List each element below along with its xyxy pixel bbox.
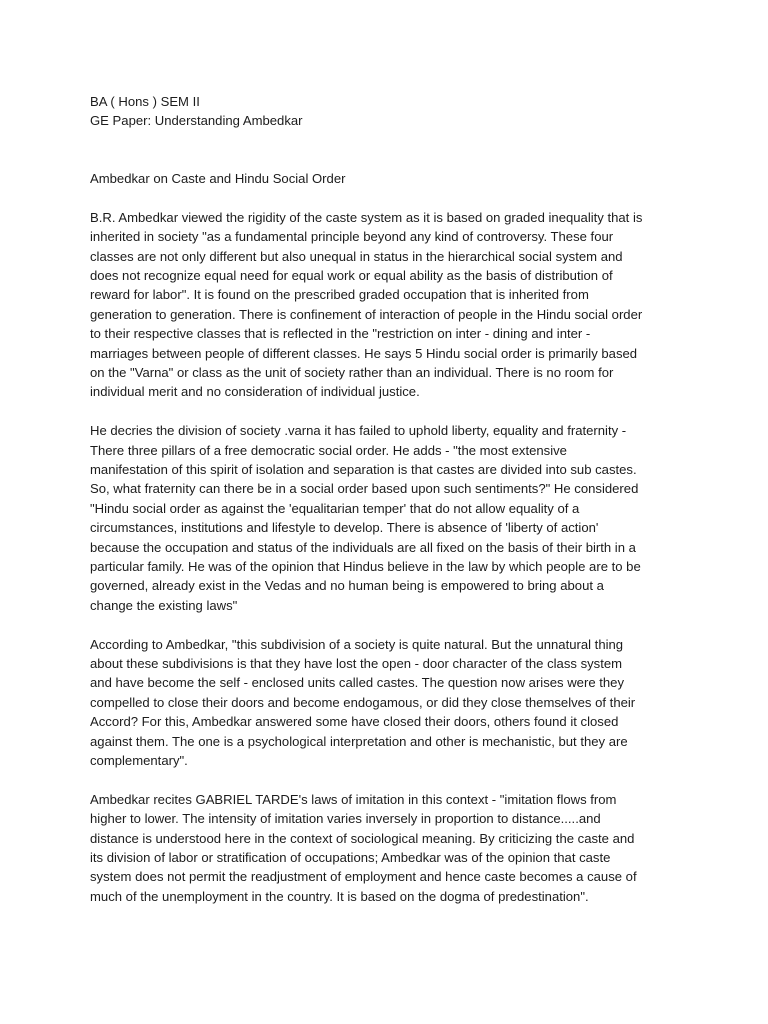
paragraph xyxy=(90,635,720,771)
document-page xyxy=(90,92,720,926)
paragraph-line: manifestation of this spirit of isolation and separation is that castes are divided into sub castes. xyxy=(90,461,637,477)
paragraph-line: B.R. Ambedkar viewed the rigidity of the caste system as it is based on graded inequality that is xyxy=(90,209,643,225)
paragraph-line: about these subdivisions is that they have lost the open - door character of the class system xyxy=(90,656,623,672)
paragraph-line: does not recognize equal need for equal work or equal ability as the basis of distribution of xyxy=(90,267,613,283)
paragraph-line: to their respective classes that is reflected in the "restriction on inter - dining and inter - xyxy=(90,326,591,342)
paragraph-line: distance is understood here in the context of sociological meaning. By criticizing the caste and xyxy=(90,830,635,846)
paragraph-line: According to Ambedkar, "this subdivision of a society is quite natural. But the unnatural thing xyxy=(90,636,624,652)
paragraph-line: "Hindu social order as against the 'equalitarian temper' that do not allow equality of a xyxy=(90,500,580,516)
paragraph-line: change the existing laws" xyxy=(90,597,238,613)
paragraph-line: Ambedkar recites GABRIEL TARDE's laws of imitation in this context - "imitation flows from xyxy=(90,791,617,807)
paragraph-line: He decries the division of society .varna it has failed to uphold liberty, equality and fraternity - xyxy=(90,423,627,439)
paragraph xyxy=(90,790,720,906)
paragraph-line: complementary". xyxy=(90,753,188,769)
header-spacer xyxy=(90,131,720,169)
paragraph-line: There three pillars of a free democratic social order. He adds - "the most extensive xyxy=(90,442,567,458)
paragraph-line: against them. The one is a psychological interpretation and other is mechanistic, but they are xyxy=(90,733,628,749)
paper-heading: GE Paper: Understanding Ambedkar xyxy=(90,113,303,129)
paragraph-line: compelled to close their doors and become endogamous, or did they close themselves of their xyxy=(90,694,636,710)
paragraph-line: marriages between people of different classes. He says 5 Hindu social order is primarily based xyxy=(90,345,638,361)
paragraph-line: higher to lower. The intensity of imitation varies inversely in proportion to distance.....and xyxy=(90,811,601,827)
paragraph-line: inherited in society "as a fundamental principle beyond any kind of controversy. These four xyxy=(90,229,614,245)
paragraph-line: classes are not only different but also unequal in status in the hierarchical social system and xyxy=(90,248,623,264)
paragraph-line: reward for labor". It is found on the prescribed graded occupation that is inherited from xyxy=(90,287,589,303)
paragraph-line: individual merit and no consideration of individual justice. xyxy=(90,384,420,400)
paragraph-line: So, what fraternity can there be in a social order based upon such sentiments?" He considered xyxy=(90,481,639,497)
document-body xyxy=(90,208,720,907)
paragraph-line: system does not permit the readjustment of employment and hence caste becomes a cause of xyxy=(90,869,637,885)
paragraph xyxy=(90,421,720,615)
paragraph-line: much of the unemployment in the country. It is based on the dogma of predestination". xyxy=(90,888,589,904)
paragraph xyxy=(90,208,720,402)
paragraph-line: particular family. He was of the opinion that Hindus believe in the law by which people are to be xyxy=(90,559,641,575)
paragraph-line: governed, already exist in the Vedas and no human being is empowered to bring about a xyxy=(90,578,604,594)
course-heading: BA ( Hons ) SEM II xyxy=(90,94,200,109)
paragraph-line: and have become the self - enclosed units called castes. The question now arises were they xyxy=(90,675,624,691)
document-title: Ambedkar on Caste and Hindu Social Order xyxy=(90,170,346,186)
paragraph-line: on the "Varna" or class as the unit of society rather than an individual. There is no room for xyxy=(90,364,614,380)
paragraph-line: its division of labor or stratification of occupations; Ambedkar was of the opinion that caste xyxy=(90,850,611,866)
paragraph-line: generation to generation. There is confinement of interaction of people in the Hindu social order xyxy=(90,306,643,322)
paragraph-line: circumstances, institutions and lifestyle to develop. There is absence of 'liberty of action' xyxy=(90,520,599,536)
paragraph-line: Accord? For this, Ambedkar answered some have closed their doors, others found it closed xyxy=(90,714,619,730)
paragraph-line: because the occupation and status of the individuals are all fixed on the basis of their birth in a xyxy=(90,539,636,555)
